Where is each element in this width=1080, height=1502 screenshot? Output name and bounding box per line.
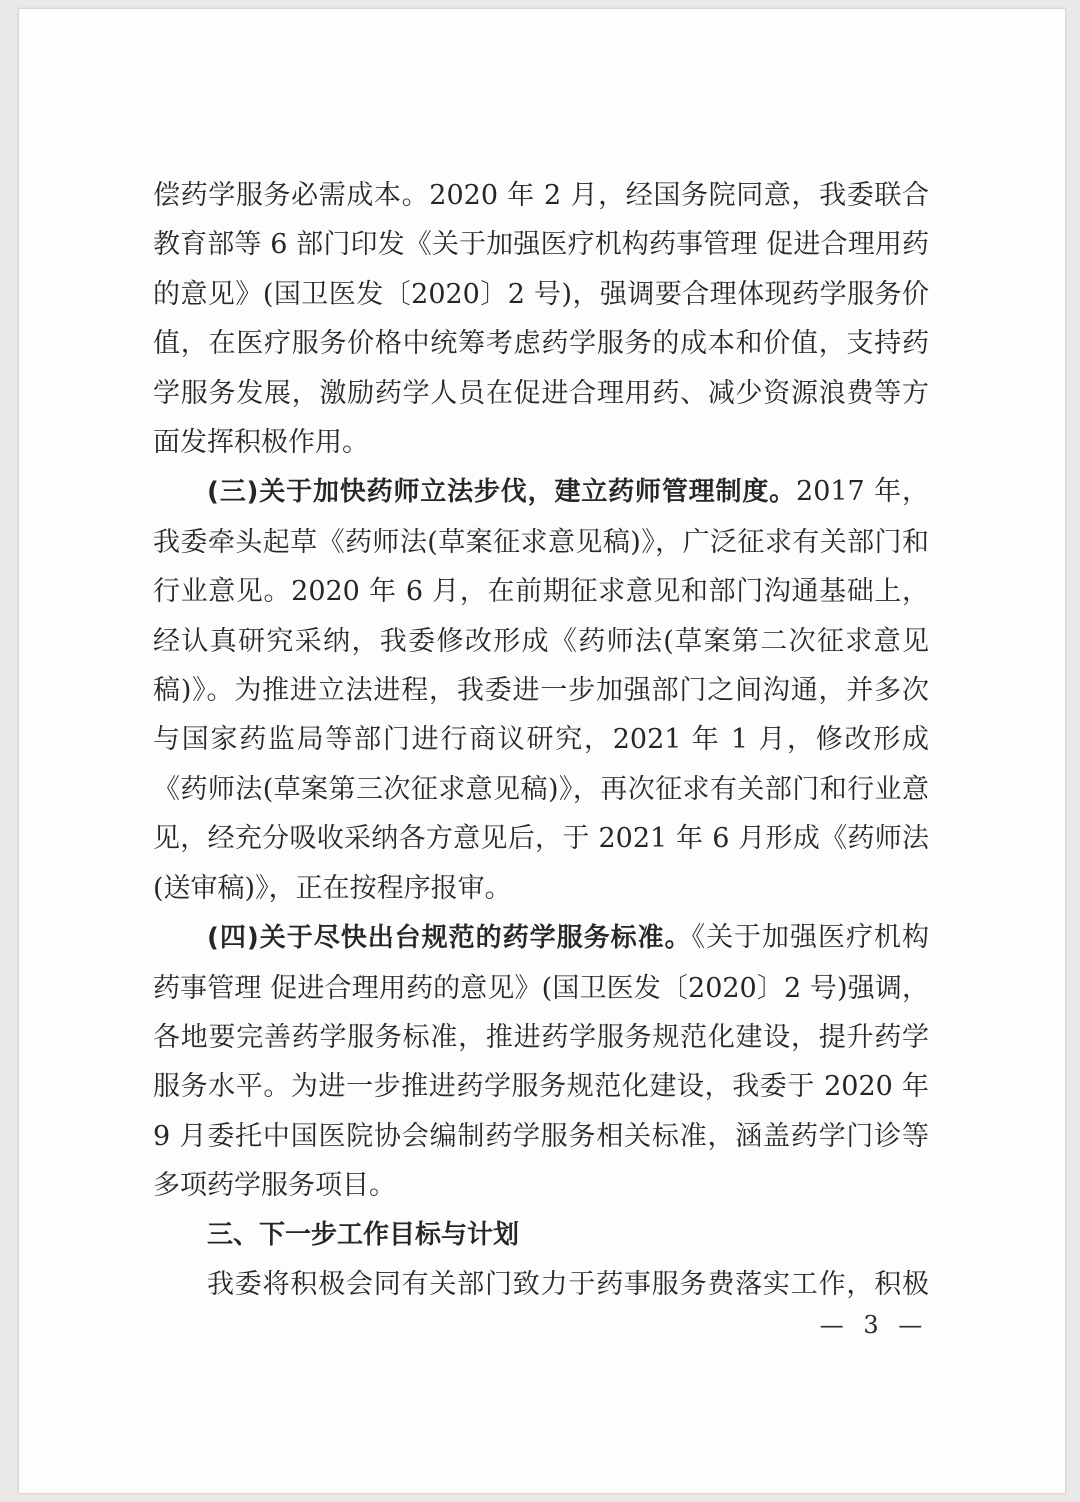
paragraph-pharmacist-law (153, 467, 929, 913)
paragraph-next-steps: 我委将积极会同有关部门致力于药事服务费落实工作，积极 (207, 1268, 929, 1300)
paragraph-body-pharmacist-law: 2017 年，我委牵头起草《药师法(草案征求意见稿)》，广泛征求有关部门和行业意见。2020 年 6 月，在前期征求意见和部门沟通基础上，经认真研究采纳，我委修改形成《药师法(草案第二次征求意见稿)》。为推进立法进程，我委进一步加强部门之间沟通，并多次与国家药监局等部门进行商议研究，2021 年 1 月，修改形成《药师法(草案第三次征求意见稿)》，再次征求有关部门和行业意见，经充分吸收采纳各方意见后，于 2021 年 6 月形成《药师法(送审稿)》，正在按程序报审。 (153, 476, 929, 904)
paragraph-heading-pharmacist-law: (三)关于加快药师立法步伐，建立药师管理制度。 (207, 477, 797, 508)
paragraph-heading-service-standards: (四)关于尽快出台规范的药学服务标准。 (207, 923, 692, 954)
section-heading: 三、下一步工作目标与计划 (207, 1219, 520, 1250)
document-page (18, 8, 1066, 1494)
page-number: — 3 — (819, 1311, 929, 1339)
paragraph-pricing: 偿药学服务必需成本。2020 年 2 月，经国务院同意，我委联合教育部等 6 部门印发《关于加强医疗机构药事管理 促进合理用药的意见》(国卫医发〔2020〕2 号)，强调要合理体现药学服务价值，在医疗服务价格中统筹考虑药学服务的成本和价值，支持药学服务发展，激励药学人员在促进合理用药、减少资源浪费等方面发挥积极作用。 (153, 180, 929, 459)
paragraph-body-service-standards: 《关于加强医疗机构药事管理 促进合理用药的意见》(国卫医发〔2020〕2 号)强调，各地要完善药学服务标准，推进药学服务规范化建设，提升药学服务水平。为进一步推进药学服务规范化建设，我委于 2020 年 9 月委托中国医院协会编制药学服务相关标准，涵盖药学门诊等多项药学服务项目。 (153, 922, 929, 1202)
document-body (153, 171, 929, 1309)
paragraph-service-standards (153, 913, 929, 1210)
